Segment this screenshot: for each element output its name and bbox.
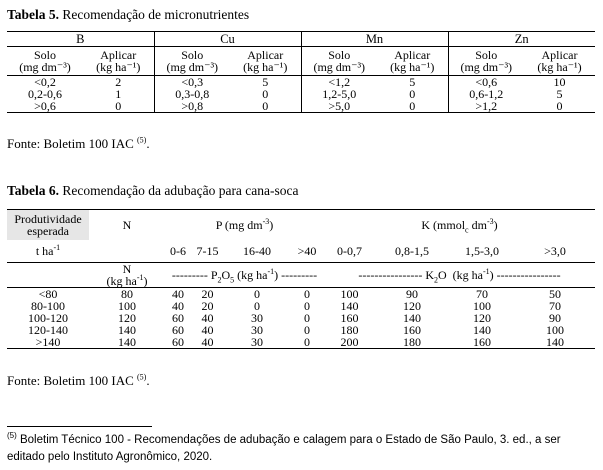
cell: 120	[473, 311, 491, 325]
aplicar-header: Aplicar (kg ha⁻¹)	[377, 47, 448, 76]
cell: 0	[304, 323, 310, 337]
table6-caption-text: Recomendação da adubação para cana-soca	[62, 183, 299, 198]
cell: 120	[403, 299, 421, 313]
cell: 40	[172, 287, 184, 301]
cell: 180	[375, 336, 449, 349]
cell: 30	[251, 311, 263, 325]
cell: 40	[172, 299, 184, 313]
cell: 1	[115, 87, 122, 101]
p-class: >40	[290, 240, 324, 263]
solo-header: Solo (mg dm⁻³)	[154, 47, 230, 76]
cell: 140	[118, 323, 136, 337]
table6-source: Fonte: Boletim 100 IAC $^{(5)}$.	[7, 372, 150, 388]
prod-header: Produtividade esperada	[7, 210, 89, 241]
k-class: 0,8-1,5	[375, 240, 449, 263]
k2o-header: ---------------- $K_2O$ (kg $ha^{-1}$) ----------------	[324, 263, 595, 288]
cell: 160	[340, 311, 359, 325]
cell: 100	[473, 299, 491, 313]
cell: 0	[83, 100, 154, 113]
p-class: 7-15	[191, 240, 224, 263]
cell: 80	[121, 287, 133, 301]
cell: <80	[38, 287, 58, 301]
cell: >140	[7, 336, 89, 349]
cell: >0,6	[7, 100, 83, 113]
cell: 0	[377, 100, 448, 113]
tha-unit: t $ha^{-1}$	[7, 240, 89, 263]
table-row	[7, 324, 595, 336]
table6-caption	[7, 183, 299, 199]
cell: 100	[546, 323, 564, 337]
group-b: B	[7, 32, 154, 47]
cell: >1,2	[448, 100, 524, 113]
k-class: >3,0	[515, 240, 595, 263]
cell: 60	[165, 336, 191, 349]
p-header: P (mg $dm^{-3}$)	[165, 210, 324, 241]
p2o5-header: --------- $P_2O_5$ (kg $ha^{-1}$) ---------	[165, 263, 324, 288]
footnote-text: Boletim Técnico 100 - Recomendações de adubação e calagem para o Estado de São Paulo, 3. ed., a ser editado pelo Instituto Agronômico, 2020.	[7, 434, 561, 463]
solo-header: Solo (mg dm⁻³)	[448, 47, 524, 76]
k-class: 0-0,7	[324, 240, 375, 263]
cell: 140	[89, 336, 165, 349]
cell: >5,0	[301, 100, 377, 113]
cell: 40	[201, 311, 214, 325]
cell: 160	[449, 336, 515, 349]
cell: <0,3	[154, 76, 230, 89]
table-row	[7, 76, 595, 89]
group-mn: Mn	[301, 32, 448, 47]
table-row	[7, 336, 595, 349]
table6-header-1	[7, 210, 595, 241]
cell: 0	[304, 311, 310, 325]
cell: 2	[115, 75, 122, 89]
n-header: N	[89, 210, 165, 241]
cell: 20	[201, 299, 214, 313]
cell: 0	[262, 87, 269, 101]
solo-header: Solo (mg dm⁻³)	[301, 47, 377, 76]
aplicar-header: Aplicar (kg ha⁻¹)	[230, 47, 301, 76]
cell: 0	[290, 336, 324, 349]
cell: 140	[403, 311, 421, 325]
k-class: 1,5-3,0	[449, 240, 515, 263]
cell: >0,8	[154, 100, 230, 113]
cell: 30	[224, 336, 290, 349]
cell: 20	[201, 287, 214, 301]
cell: <0,6	[448, 76, 524, 89]
solo-header: Solo (mg dm⁻³)	[7, 47, 83, 76]
cell: 0,2-0,6	[28, 87, 62, 101]
aplicar-header: Aplicar (kg ha⁻¹)	[83, 47, 154, 76]
cell: 60	[172, 311, 184, 325]
footnote-divider	[7, 426, 152, 427]
table5	[7, 31, 595, 113]
table-row	[7, 312, 595, 324]
cell: 0	[524, 100, 595, 113]
footnote	[7, 432, 597, 466]
cell: 5	[409, 75, 416, 89]
cell: 70	[549, 299, 561, 313]
table5-caption-label: Tabela 5.	[7, 7, 60, 22]
cell: 0,6-1,2	[448, 88, 524, 100]
cell: 40	[191, 336, 224, 349]
cell: 0	[304, 287, 310, 301]
cell: 100-120	[28, 311, 68, 325]
table6	[7, 209, 595, 349]
table5-column-header	[7, 47, 595, 76]
table-row	[7, 88, 595, 100]
cell: 120	[118, 311, 136, 325]
table6-header-2	[7, 240, 595, 263]
footnote-ref: (5)	[7, 431, 17, 441]
table6-header-3	[7, 263, 595, 288]
cell: 5	[262, 75, 269, 89]
k-header: K (mmol$_c$ $dm^{-3}$)	[324, 210, 595, 241]
table-row	[7, 300, 595, 312]
cell: 100	[340, 287, 359, 301]
group-zn: Zn	[448, 32, 595, 47]
p-class: 16-40	[224, 240, 290, 263]
cell: 0	[409, 87, 416, 101]
table-row	[7, 100, 595, 113]
aplicar-header: Aplicar (kg ha⁻¹)	[524, 47, 595, 76]
cell: 90	[549, 311, 561, 325]
cell: 100	[118, 299, 136, 313]
n-unit-header: N (kg $ha^{-1}$)	[89, 263, 165, 288]
cell: 180	[340, 323, 359, 337]
cell: 200	[324, 336, 375, 349]
cell: 0,3-0,8	[154, 88, 230, 100]
cell: 1,2-5,0	[301, 88, 377, 100]
cell: <0,2	[34, 75, 56, 89]
cell: 5	[556, 87, 563, 101]
table-row	[7, 288, 595, 301]
cell: 30	[251, 323, 263, 337]
group-cu: Cu	[154, 32, 301, 47]
table5-caption	[7, 7, 249, 23]
cell: 50	[549, 287, 561, 301]
cell: 140	[473, 323, 491, 337]
cell: 0	[304, 299, 310, 313]
cell: 10	[553, 75, 566, 89]
cell: 0	[254, 287, 260, 301]
cell: 80-100	[31, 299, 65, 313]
cell: 40	[201, 323, 214, 337]
cell: 70	[476, 287, 488, 301]
p-class: 0-6	[165, 240, 191, 263]
cell: 160	[403, 323, 421, 337]
table6-caption-label: Tabela 6.	[7, 183, 60, 198]
cell: 0	[230, 100, 301, 113]
table5-caption-text: Recomendação de micronutrientes	[62, 7, 250, 22]
cell: 90	[406, 287, 418, 301]
cell: 140	[515, 336, 595, 349]
cell: 120-140	[28, 323, 68, 337]
cell: 60	[172, 323, 184, 337]
cell: 140	[340, 299, 359, 313]
cell: 0	[254, 299, 260, 313]
table5-group-header	[7, 32, 595, 47]
table5-source: Fonte: Boletim 100 IAC $^{(5)}$.	[7, 135, 150, 151]
cell: <1,2	[301, 76, 377, 89]
